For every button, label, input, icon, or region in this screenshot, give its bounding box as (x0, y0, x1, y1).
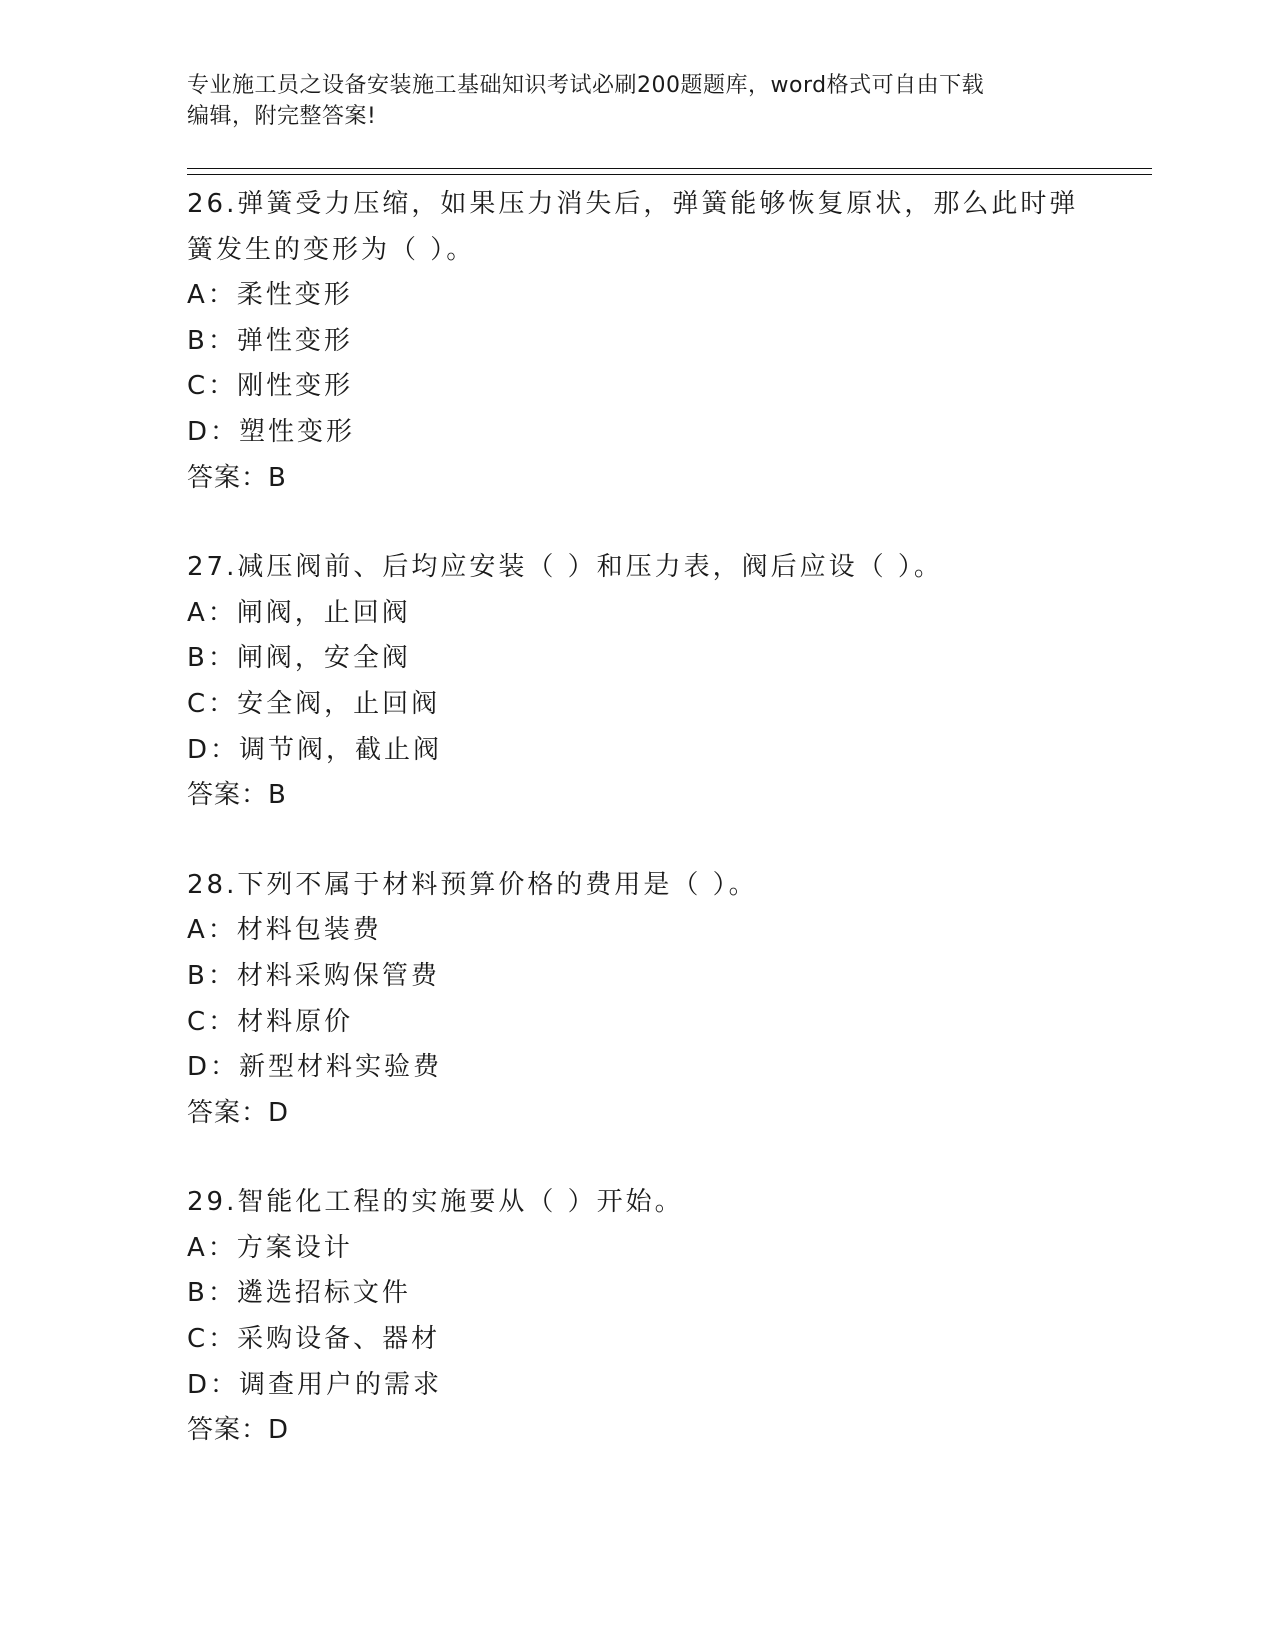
question-list (187, 182, 1152, 1454)
answer-line: 答案：B (187, 780, 287, 811)
answer-line: 答案：D (187, 1415, 290, 1446)
option-c: C：安全阀，止回阀 (187, 688, 441, 719)
option-b: B：弹性变形 (187, 325, 353, 356)
answer-line: 答案：D (187, 1097, 290, 1128)
option-c: C：采购设备、器材 (187, 1324, 441, 1355)
option-d: D：调查用户的需求 (187, 1369, 443, 1400)
option-c: C：刚性变形 (187, 371, 354, 402)
option-a: A：方案设计 (187, 1232, 353, 1263)
header-title-line-2: 编辑，附完整答案! (187, 104, 377, 129)
question-stem: 26.弹簧受力压缩，如果压力消失后，弹簧能够恢复原状，那么此时弹簧发生的变形为（ ）。 (187, 189, 1079, 265)
header-title-line-1: 专业施工员之设备安装施工基础知识考试必刷200题题库，word格式可自由下载 (187, 73, 985, 98)
answer-line: 答案：B (187, 462, 287, 493)
document-header (187, 70, 1067, 132)
question-stem: 28.下列不属于材料预算价格的费用是（ ）。 (187, 869, 758, 900)
option-c: C：材料原价 (187, 1006, 354, 1037)
question-stem: 29.智能化工程的实施要从（ ）开始。 (187, 1187, 684, 1218)
question-item (187, 545, 1152, 819)
option-d: D：塑性变形 (187, 416, 356, 447)
document-page (187, 70, 1152, 1498)
option-d: D：新型材料实验费 (187, 1052, 443, 1083)
option-a: A：闸阀，止回阀 (187, 597, 411, 628)
question-item (187, 863, 1152, 1137)
question-stem: 27.减压阀前、后均应安装（ ）和压力表，阀后应设（ ）。 (187, 552, 943, 583)
option-a: A：柔性变形 (187, 280, 353, 311)
question-item (187, 1180, 1152, 1454)
option-b: B：材料采购保管费 (187, 960, 440, 991)
option-b: B：遴选招标文件 (187, 1278, 411, 1309)
option-b: B：闸阀，安全阀 (187, 643, 411, 674)
option-a: A：材料包装费 (187, 915, 382, 946)
option-d: D：调节阀，截止阀 (187, 734, 443, 765)
header-divider (187, 168, 1152, 175)
question-item (187, 182, 1152, 501)
